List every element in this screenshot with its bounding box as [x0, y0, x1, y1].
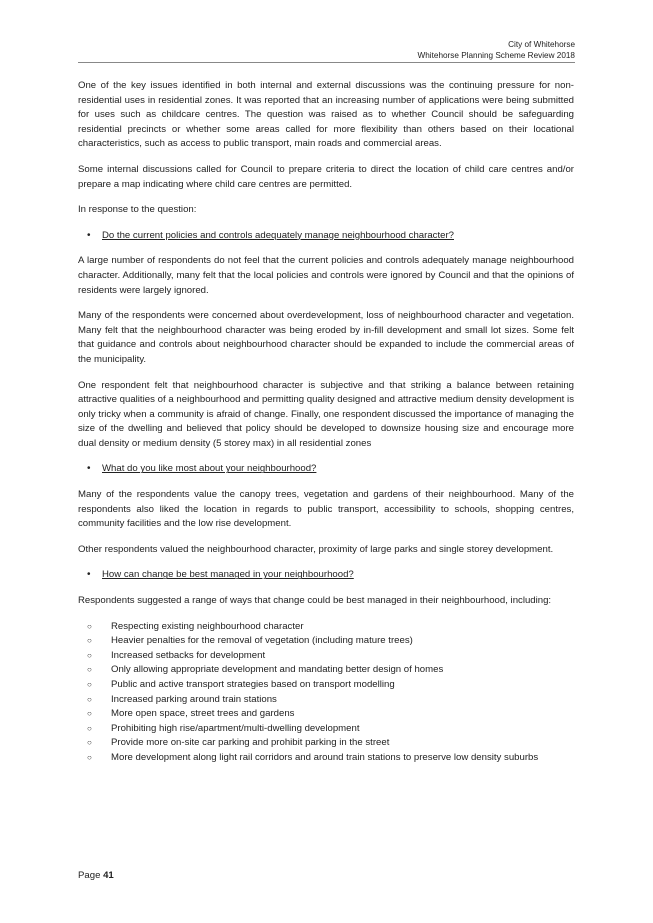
- suggestion-item: ○ Prohibiting high rise/apartment/multi-dwelling development: [78, 722, 574, 737]
- page-header: [418, 39, 575, 61]
- question-text: Do the current policies and controls adequately manage neighbourhood character?: [102, 229, 454, 241]
- suggestions-list: [78, 620, 574, 766]
- suggestion-item: ○ Respecting existing neighbourhood character: [78, 620, 574, 635]
- question-list: [78, 462, 574, 477]
- header-divider: [78, 62, 575, 63]
- paragraph: Other respondents valued the neighbourhood character, proximity of large parks and single storey development.: [78, 543, 554, 555]
- paragraph: Many of the respondents value the canopy trees, vegetation and gardens of their neighbourhood. Many of the respondents also liked the location in regards to public transport, accessibility to schools, shopping centres, community facilities and the low rise development.: [78, 489, 574, 530]
- question-list: [78, 229, 574, 244]
- suggestion-item: ○ More development along light rail corridors and around train stations to preserve low density suburbs: [78, 751, 574, 766]
- header-document-title: Whitehorse Planning Scheme Review 2018: [417, 51, 575, 60]
- paragraph: One of the key issues identified in both internal and external discussions was the continuing pressure for non-residential uses in residential zones. It was reported that an increasing number of applications were being submitted for uses such as childcare centres. The question was raised as to whether Council should be safeguarding residential precincts or whether some areas called for more flexibility than others based on their locational characteristics, such as access to public transport, main roads and commercial areas.: [78, 80, 574, 150]
- question-text: How can change be best managed in your neighbourhood?: [102, 569, 354, 581]
- main-content: [78, 79, 574, 766]
- page-footer: [78, 870, 114, 881]
- suggestion-item: ○ Public and active transport strategies based on transport modelling: [78, 678, 574, 693]
- suggestion-item: ○ Heavier penalties for the removal of vegetation (including mature trees): [78, 634, 574, 649]
- suggestion-item: ○ Provide more on-site car parking and prohibit parking in the street: [78, 736, 574, 751]
- suggestion-item: ○ More open space, street trees and gardens: [78, 707, 574, 722]
- question-text: What do you like most about your neighbourhood?: [102, 463, 317, 475]
- page-number: 41: [103, 870, 114, 881]
- question-item: [78, 229, 574, 244]
- suggestion-item: ○ Increased setbacks for development: [78, 649, 574, 664]
- page-label: Page: [78, 870, 101, 881]
- question-item: [78, 568, 574, 583]
- question-list: [78, 568, 574, 583]
- paragraph: Respondents suggested a range of ways that change could be best managed in their neighbourhood, including:: [78, 595, 552, 607]
- header-organization: City of Whitehorse: [508, 40, 575, 49]
- suggestion-item: ○ Increased parking around train stations: [78, 693, 574, 708]
- paragraph: Many of the respondents were concerned about overdevelopment, loss of neighbourhood character and vegetation. Many felt that the neighbourhood character was being eroded by in-fill development and small lot sizes. Some felt that guidance and controls about neighbourhood character should be expanded to include the commercial areas of the municipality.: [78, 310, 574, 365]
- suggestion-item: ○ Only allowing appropriate development and mandating better design of homes: [78, 663, 574, 678]
- question-item: [78, 462, 574, 477]
- paragraph: A large number of respondents do not feel that the current policies and controls adequately manage neighbourhood character. Additionally, many felt that the local policies and controls were ignored by Council and that the opinions of residents were largely ignored.: [78, 255, 574, 296]
- paragraph: In response to the question:: [78, 204, 197, 216]
- paragraph: One respondent felt that neighbourhood character is subjective and that striking a balance between retaining attractive qualities of a neighbourhood and permitting quality designed and attractive medium density development is only tricky when a community is afraid of change. Finally, one respondent discussed the importance of managing the size of the dwelling and believed that policy should be developed to downsize housing size and encourage more dual density or medium density (5 storey max) in all residential zones: [78, 379, 574, 449]
- paragraph: Some internal discussions called for Council to prepare criteria to direct the location of child care centres and/or prepare a map indicating where child care centres are permitted.: [78, 163, 574, 190]
